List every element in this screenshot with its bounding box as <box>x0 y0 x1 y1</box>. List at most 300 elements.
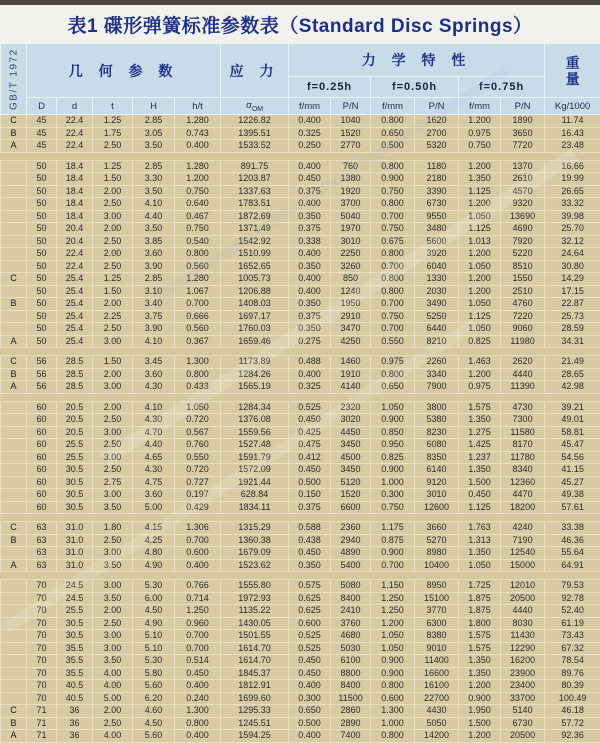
table-cell: 1.125 <box>459 185 501 198</box>
table-cell: 0.400 <box>289 198 331 211</box>
table-cell: 5400 <box>331 559 371 572</box>
table-cell: 0.514 <box>175 655 221 668</box>
table-cell: 0.825 <box>459 335 501 348</box>
table-cell: 11780 <box>501 451 545 464</box>
table-cell: 70 <box>27 680 57 693</box>
table-cell: 3650 <box>501 127 545 140</box>
table-cell: 92.78 <box>545 592 600 605</box>
series-label-cell <box>1 310 27 323</box>
table-cell: 1559.56 <box>221 426 289 439</box>
table-cell: 4.40 <box>133 210 175 223</box>
table-cell: 1620 <box>415 115 459 128</box>
col-header-t: t <box>93 98 133 115</box>
table-cell: 1245.51 <box>221 717 289 730</box>
table-cell: 28.65 <box>545 368 600 381</box>
table-cell: 3.00 <box>93 426 133 439</box>
table-cell: 60 <box>27 414 57 427</box>
table-cell: 60 <box>27 464 57 477</box>
table-cell: 0.800 <box>371 248 415 261</box>
table-cell: 11500 <box>331 692 371 705</box>
table-cell: 4.75 <box>133 476 175 489</box>
table-cell: 0.900 <box>371 655 415 668</box>
series-label-cell <box>1 464 27 477</box>
table-cell: 12290 <box>501 642 545 655</box>
table-cell: 20500 <box>501 730 545 743</box>
series-label-cell: C <box>1 356 27 369</box>
table-cell: 3.00 <box>93 642 133 655</box>
table-cell: 1.500 <box>459 717 501 730</box>
table-cell: 3.40 <box>133 298 175 311</box>
table-cell: 0.400 <box>175 730 221 743</box>
table-cell: 3450 <box>331 464 371 477</box>
table-cell: 4730 <box>501 401 545 414</box>
table-cell: 3.05 <box>133 127 175 140</box>
table-cell: 0.350 <box>289 559 331 572</box>
table-row <box>1 310 600 323</box>
table-cell: 5.00 <box>133 501 175 514</box>
table-cell: 64.91 <box>545 559 600 572</box>
table-cell: 2.00 <box>93 368 133 381</box>
table-cell: 25.70 <box>545 223 600 236</box>
table-cell: 6140 <box>415 464 459 477</box>
stress-group-header: 应 力 <box>221 44 289 98</box>
table-cell: 22.4 <box>57 115 93 128</box>
table-cell: 15000 <box>501 559 545 572</box>
table-cell: 0.800 <box>371 730 415 743</box>
series-label-cell <box>1 414 27 427</box>
table-cell: 0.600 <box>289 617 331 630</box>
table-row <box>1 115 600 128</box>
table-cell: 1284.26 <box>221 368 289 381</box>
table-cell: 22.4 <box>57 260 93 273</box>
table-cell: 22700 <box>415 692 459 705</box>
table-cell: 0.560 <box>175 260 221 273</box>
table-cell: 3760 <box>331 617 371 630</box>
series-label-cell <box>1 439 27 452</box>
table-cell: 0.575 <box>289 580 331 593</box>
table-cell: 50 <box>27 273 57 286</box>
table-cell: 19.99 <box>545 173 600 186</box>
table-cell: 45 <box>27 115 57 128</box>
table-cell: 760 <box>331 160 371 173</box>
series-label-cell: C <box>1 115 27 128</box>
table-cell: 3.30 <box>133 173 175 186</box>
table-row <box>1 592 600 605</box>
table-cell: 25.73 <box>545 310 600 323</box>
table-cell: 0.400 <box>289 160 331 173</box>
table-cell: 2.00 <box>93 223 133 236</box>
table-cell: 50 <box>27 260 57 273</box>
table-cell: 1.300 <box>371 705 415 718</box>
table-cell: 3.50 <box>93 592 133 605</box>
table-cell: 70 <box>27 655 57 668</box>
separator-cell <box>1 514 600 522</box>
table-row <box>1 605 600 618</box>
table-cell: 18.4 <box>57 185 93 198</box>
table-cell: 0.300 <box>289 692 331 705</box>
table-cell: 2.85 <box>133 273 175 286</box>
table-cell: 2.50 <box>93 414 133 427</box>
table-row <box>1 160 600 173</box>
table-cell: 1652.65 <box>221 260 289 273</box>
table-cell: 2.50 <box>93 617 133 630</box>
series-label-cell <box>1 605 27 618</box>
table-cell: 0.700 <box>175 298 221 311</box>
series-label-cell: B <box>1 298 27 311</box>
table-cell: 0.714 <box>175 592 221 605</box>
table-cell: 5040 <box>331 210 371 223</box>
table-cell: 1.575 <box>459 642 501 655</box>
series-label-cell <box>1 476 27 489</box>
table-cell: 2.00 <box>93 298 133 311</box>
table-cell: 8380 <box>415 630 459 643</box>
table-cell: 54.56 <box>545 451 600 464</box>
table-cell: 2.85 <box>133 160 175 173</box>
table-cell: 0.325 <box>289 127 331 140</box>
table-cell: 2260 <box>415 356 459 369</box>
table-cell: 0.450 <box>175 667 221 680</box>
series-label-cell <box>1 260 27 273</box>
col-header-D: D <box>27 98 57 115</box>
table-cell: 3.60 <box>133 248 175 261</box>
table-cell: 0.640 <box>175 198 221 211</box>
table-cell: 0.700 <box>371 559 415 572</box>
series-label-cell <box>1 210 27 223</box>
table-cell: 79.53 <box>545 580 600 593</box>
table-cell: 0.375 <box>289 185 331 198</box>
table-cell: 78.54 <box>545 655 600 668</box>
series-label-cell <box>1 617 27 630</box>
table-cell: 56 <box>27 381 57 394</box>
table-cell: 0.975 <box>459 127 501 140</box>
table-cell: 60 <box>27 426 57 439</box>
table-cell: 1.200 <box>371 617 415 630</box>
table-cell: 46.36 <box>545 534 600 547</box>
table-row <box>1 580 600 593</box>
table-cell: 1.250 <box>175 605 221 618</box>
table-cell: 0.450 <box>289 414 331 427</box>
table-cell: 4570 <box>501 185 545 198</box>
table-cell: 30.80 <box>545 260 600 273</box>
table-cell: 63 <box>27 522 57 535</box>
table-cell: 49.38 <box>545 489 600 502</box>
table-cell: 0.700 <box>371 210 415 223</box>
table-cell: 0.600 <box>175 547 221 560</box>
table-cell: 33.32 <box>545 198 600 211</box>
table-cell: 1.050 <box>459 260 501 273</box>
table-cell: 20.4 <box>57 235 93 248</box>
table-cell: 18.4 <box>57 198 93 211</box>
table-cell: 45.47 <box>545 439 600 452</box>
table-cell: 50 <box>27 310 57 323</box>
table-cell: 1.300 <box>175 705 221 718</box>
table-cell: 1135.22 <box>221 605 289 618</box>
table-cell: 0.800 <box>371 115 415 128</box>
table-cell: 1005.73 <box>221 273 289 286</box>
table-cell: 5320 <box>415 140 459 153</box>
table-cell: 45 <box>27 140 57 153</box>
table-row <box>1 680 600 693</box>
series-label-cell <box>1 692 27 705</box>
table-cell: 0.429 <box>175 501 221 514</box>
table-cell: 0.675 <box>371 235 415 248</box>
table-cell: 50 <box>27 210 57 223</box>
table-row <box>1 717 600 730</box>
table-cell: 1.280 <box>175 160 221 173</box>
table-cell: 28.59 <box>545 323 600 336</box>
table-row <box>1 730 600 743</box>
col-header-f075: f/mm <box>459 98 501 115</box>
table-cell: 14200 <box>415 730 459 743</box>
table-cell: 23.48 <box>545 140 600 153</box>
series-label-cell <box>1 401 27 414</box>
table-cell: 2860 <box>331 705 371 718</box>
weight-label-bottom: 量 <box>545 71 600 87</box>
series-label-cell <box>1 223 27 236</box>
table-cell: 1.350 <box>459 173 501 186</box>
table-row <box>1 323 600 336</box>
table-cell: 6730 <box>501 717 545 730</box>
series-label-cell <box>1 160 27 173</box>
separator-row <box>1 152 600 160</box>
table-cell: 3.00 <box>93 547 133 560</box>
table-cell: 25.5 <box>57 605 93 618</box>
table-cell: 0.960 <box>175 617 221 630</box>
table-cell: 8980 <box>415 547 459 560</box>
table-cell: 0.425 <box>289 426 331 439</box>
table-cell: 4.65 <box>133 451 175 464</box>
table-cell: 1.725 <box>459 580 501 593</box>
table-cell: 0.400 <box>289 273 331 286</box>
table-cell: 1408.03 <box>221 298 289 311</box>
table-cell: 5.60 <box>133 680 175 693</box>
table-cell: 7220 <box>501 310 545 323</box>
table-cell: 52.40 <box>545 605 600 618</box>
table-cell: 0.150 <box>289 489 331 502</box>
table-cell: 6600 <box>331 501 371 514</box>
table-cell: 1.50 <box>93 356 133 369</box>
table-cell: 1.306 <box>175 522 221 535</box>
table-cell: 0.400 <box>289 285 331 298</box>
table-cell: 2620 <box>501 356 545 369</box>
table-cell: 0.727 <box>175 476 221 489</box>
table-cell: 3480 <box>415 223 459 236</box>
table-cell: 1872.69 <box>221 210 289 223</box>
table-cell: 5140 <box>501 705 545 718</box>
table-row <box>1 298 600 311</box>
table-cell: 4.50 <box>133 717 175 730</box>
table-row <box>1 476 600 489</box>
table-cell: 30.5 <box>57 464 93 477</box>
table-cell: 1533.52 <box>221 140 289 153</box>
table-cell: 1.275 <box>459 426 501 439</box>
table-cell: 0.650 <box>371 381 415 394</box>
table-cell: 1.200 <box>459 730 501 743</box>
col-header-weight-unit: Kg/1000 <box>545 98 600 115</box>
table-cell: 0.367 <box>175 335 221 348</box>
table-cell: 3.60 <box>133 368 175 381</box>
table-cell: 1460 <box>331 356 371 369</box>
table-cell: 0.625 <box>289 605 331 618</box>
table-cell: 0.450 <box>289 547 331 560</box>
table-cell: 1.425 <box>459 439 501 452</box>
table-cell: 100.49 <box>545 692 600 705</box>
table-cell: 1.200 <box>459 160 501 173</box>
table-cell: 0.743 <box>175 127 221 140</box>
table-cell: 2.00 <box>93 605 133 618</box>
table-cell: 4440 <box>501 605 545 618</box>
table-cell: 0.467 <box>175 210 221 223</box>
series-label-cell: B <box>1 717 27 730</box>
table-cell: 70 <box>27 630 57 643</box>
table-cell: 13690 <box>501 210 545 223</box>
table-cell: 1.763 <box>459 522 501 535</box>
table-cell: 3.00 <box>93 630 133 643</box>
table-cell: 1501.55 <box>221 630 289 643</box>
series-label-cell <box>1 655 27 668</box>
table-cell: 4.10 <box>133 198 175 211</box>
table-cell: 40.5 <box>57 692 93 705</box>
table-cell: 1.200 <box>459 248 501 261</box>
table-cell: 11390 <box>501 381 545 394</box>
table-cell: 0.825 <box>371 451 415 464</box>
table-cell: 1920 <box>331 185 371 198</box>
table-cell: 1614.70 <box>221 642 289 655</box>
table-cell: 22.4 <box>57 248 93 261</box>
table-cell: 0.250 <box>289 140 331 153</box>
table-cell: 25.4 <box>57 273 93 286</box>
table-cell: 1.75 <box>93 127 133 140</box>
col-header-ht: h/t <box>175 98 221 115</box>
table-cell: 8170 <box>501 439 545 452</box>
table-cell: 3.10 <box>133 285 175 298</box>
table-cell: 0.375 <box>289 223 331 236</box>
table-cell: 41.15 <box>545 464 600 477</box>
table-cell: 36 <box>57 730 93 743</box>
table-cell: 50 <box>27 198 57 211</box>
table-cell: 6440 <box>415 323 459 336</box>
table-cell: 0.900 <box>371 414 415 427</box>
table-cell: 60 <box>27 401 57 414</box>
table-cell: 2.50 <box>93 235 133 248</box>
table-cell: 4.00 <box>93 730 133 743</box>
table-cell: 0.325 <box>289 381 331 394</box>
table-cell: 18.4 <box>57 210 93 223</box>
table-cell: 0.700 <box>371 323 415 336</box>
table-cell: 0.412 <box>289 451 331 464</box>
table-cell: 1226.82 <box>221 115 289 128</box>
table-cell: 3450 <box>331 439 371 452</box>
table-cell: 1550 <box>501 273 545 286</box>
table-cell: 4.15 <box>133 522 175 535</box>
table-cell: 1.875 <box>459 592 501 605</box>
table-cell: 5080 <box>331 580 371 593</box>
table-cell: 58.81 <box>545 426 600 439</box>
table-cell: 1591.79 <box>221 451 289 464</box>
series-label-cell <box>1 198 27 211</box>
table-cell: 4760 <box>501 298 545 311</box>
table-cell: 56 <box>27 368 57 381</box>
table-cell: 25.5 <box>57 439 93 452</box>
table-cell: 1.200 <box>459 368 501 381</box>
table-cell: 4.50 <box>133 605 175 618</box>
table-row <box>1 140 600 153</box>
table-cell: 6040 <box>415 260 459 273</box>
table-cell: 2.00 <box>93 248 133 261</box>
table-cell: 0.800 <box>371 368 415 381</box>
table-cell: 8950 <box>415 580 459 593</box>
table-cell: 9120 <box>415 476 459 489</box>
table-cell: 50 <box>27 160 57 173</box>
table-cell: 1173.89 <box>221 356 289 369</box>
table-cell: 1697.17 <box>221 310 289 323</box>
table-cell: 50 <box>27 248 57 261</box>
table-cell: 7400 <box>331 730 371 743</box>
table-cell: 0.750 <box>459 140 501 153</box>
table-cell: 1.50 <box>93 285 133 298</box>
table-cell: 2320 <box>331 401 371 414</box>
table-cell: 1.875 <box>459 605 501 618</box>
table-cell: 20.4 <box>57 223 93 236</box>
table-cell: 60 <box>27 489 57 502</box>
table-cell: 7920 <box>501 235 545 248</box>
table-cell: 1240 <box>331 285 371 298</box>
table-row <box>1 185 600 198</box>
series-label-cell <box>1 547 27 560</box>
table-cell: 0.760 <box>175 439 221 452</box>
table-cell: 73.43 <box>545 630 600 643</box>
table-cell: 4.10 <box>133 335 175 348</box>
series-label-cell <box>1 248 27 261</box>
table-cell: 70 <box>27 642 57 655</box>
table-cell: 24.64 <box>545 248 600 261</box>
series-label-cell <box>1 185 27 198</box>
table-cell: 0.375 <box>289 501 331 514</box>
table-cell: 1783.51 <box>221 198 289 211</box>
table-cell: 3.60 <box>133 489 175 502</box>
title-band <box>0 5 600 43</box>
table-cell: 60 <box>27 501 57 514</box>
table-cell: 0.588 <box>289 522 331 535</box>
separator-row <box>1 348 600 356</box>
series-label-cell <box>1 173 27 186</box>
table-row <box>1 248 600 261</box>
table-cell: 0.450 <box>289 464 331 477</box>
table-row <box>1 464 600 477</box>
table-cell: 4.80 <box>133 547 175 560</box>
table-cell: 20.5 <box>57 414 93 427</box>
table-cell: 0.525 <box>289 642 331 655</box>
table-cell: 6300 <box>415 617 459 630</box>
table-cell: 0.875 <box>371 534 415 547</box>
table-row <box>1 522 600 535</box>
table-cell: 0.800 <box>371 198 415 211</box>
table-cell: 2.00 <box>93 705 133 718</box>
table-cell: 1555.80 <box>221 580 289 593</box>
table-cell: 1376.08 <box>221 414 289 427</box>
table-cell: 3660 <box>415 522 459 535</box>
separator-row <box>1 514 600 522</box>
table-cell: 1572.09 <box>221 464 289 477</box>
table-cell: 30.5 <box>57 630 93 643</box>
table-cell: 1.050 <box>371 401 415 414</box>
table-cell: 20500 <box>501 592 545 605</box>
table-cell: 6.20 <box>133 692 175 705</box>
table-cell: 1.575 <box>459 630 501 643</box>
table-cell: 2.00 <box>93 401 133 414</box>
table-cell: 4140 <box>331 381 371 394</box>
table-cell: 0.625 <box>289 592 331 605</box>
